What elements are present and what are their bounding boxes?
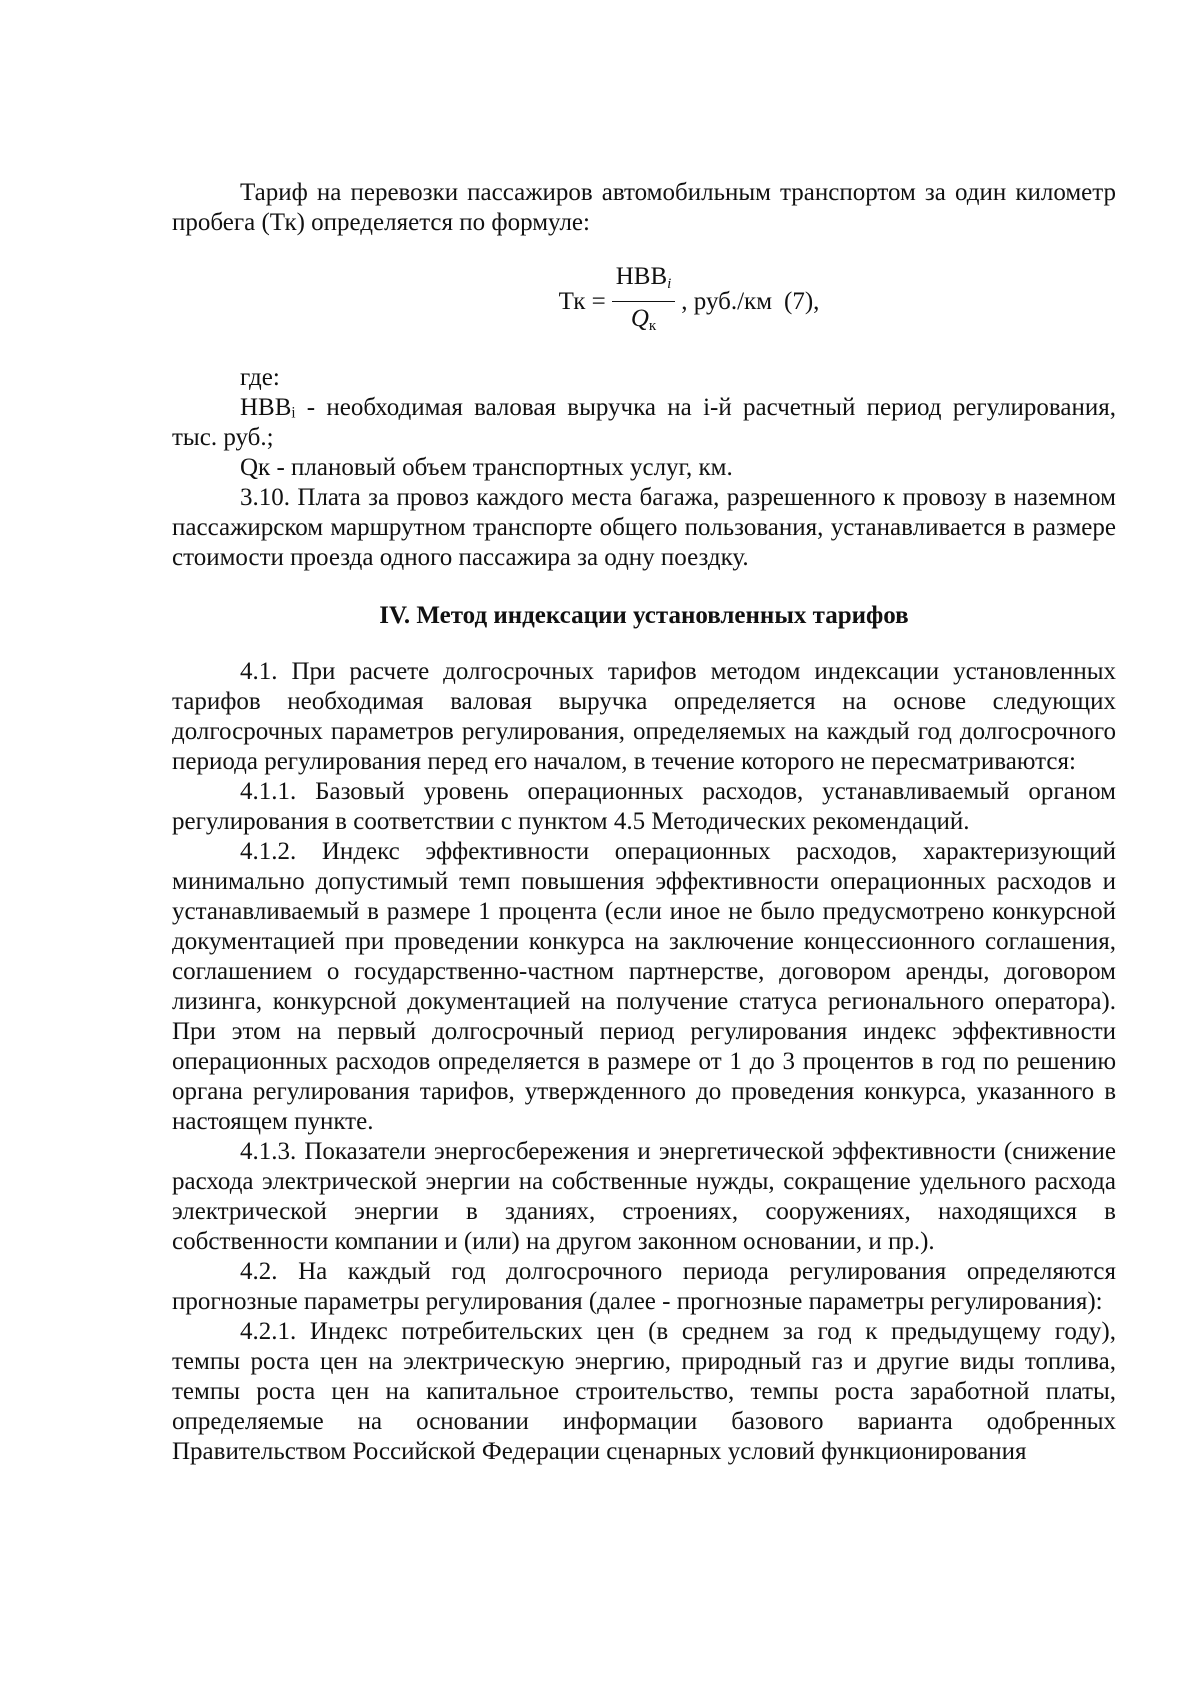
paragraph-4-2-1: 4.2.1. Индекс потребительских цен (в среднем за год к предыдущему году), темпы роста цен на электрическую энергию, природный газ и другие виды топлива, темпы роста цен на капитальное строительство, темпы роста заработной платы, определяемые на основании информации базового варианта одобренных Правительством Российской Федерации сценарных условий функционирования	[172, 1318, 1116, 1465]
paragraph-4-1-1: 4.1.1. Базовый уровень операционных расходов, устанавливаемый органом регулирования в соответствии с пунктом 4.5 Методических рекомендаций.	[172, 778, 1116, 835]
document-body	[172, 178, 1116, 1467]
where-label: где:	[240, 364, 280, 391]
formula-7	[172, 262, 1116, 341]
definition-qk: Qк - плановый объем транспортных услуг, км.	[240, 454, 733, 481]
formula-number: (7),	[784, 287, 820, 315]
paragraph-3-10: 3.10. Плата за провоз каждого места багажа, разрешенного к провозу в наземном пассажирском маршрутном транспорте общего пользования, устанавливается в размере стоимости проезда одного пассажира за одну поездку.	[172, 484, 1116, 571]
formula-lhs: Тк =	[558, 287, 606, 315]
formula-unit: , руб./км	[681, 287, 773, 315]
paragraph-4-1-2: 4.1.2. Индекс эффективности операционных расходов, характеризующий минимально допустимый темп повышения эффективности операционных расходов и устанавливаемый в размере 1 процента (если иное не было предусмотрено конкурсной документацией при проведении конкурса на заключение концессионного соглашения, соглашением о государственно-частном партнерстве, договором аренды, договором лизинга, конкурсной документацией на получение статуса регионального оператора). При этом на первый долгосрочный период регулирования индекс эффективности операционных расходов определяется в размере от 1 до 3 процентов в год по решению органа регулирования тарифов, утвержденного до проведения конкурса, указанного в настоящем пункте.	[172, 838, 1116, 1135]
paragraph-4-2: 4.2. На каждый год долгосрочного периода регулирования определяются прогнозные параметры регулирования (далее - прогнозные параметры регулирования):	[172, 1258, 1116, 1315]
paragraph-4-1: 4.1. При расчете долгосрочных тарифов методом индексации установленных тарифов необходимая валовая выручка определяется на основе следующих долгосрочных параметров регулирования, определяемых на каждый год долгосрочного периода регулирования перед его началом, в течение которого не пересматриваются:	[172, 658, 1116, 775]
formula-denominator: $Q_к$	[630, 305, 657, 334]
paragraph-intro: Тариф на перевозки пассажиров автомобильным транспортом за один километр пробега (Тк) определяется по формуле:	[172, 179, 1116, 236]
paragraph-4-1-3: 4.1.3. Показатели энергосбережения и энергетической эффективности (снижение расхода электрической энергии на собственные нужды, сокращение удельного расхода электрической энергии в зданиях, строениях, сооружениях, находящихся в собственности компании и (или) на другом законном основании, и пр.).	[172, 1138, 1116, 1255]
formula-numerator: $НВВ_i$	[612, 262, 676, 302]
formula-fraction	[612, 262, 676, 341]
definition-nvv: НВВᵢ - необходимая валовая выручка на i-й расчетный период регулирования, тыс. руб.;	[172, 394, 1116, 451]
section-heading: IV. Метод индексации установленных тарифов	[379, 602, 909, 629]
